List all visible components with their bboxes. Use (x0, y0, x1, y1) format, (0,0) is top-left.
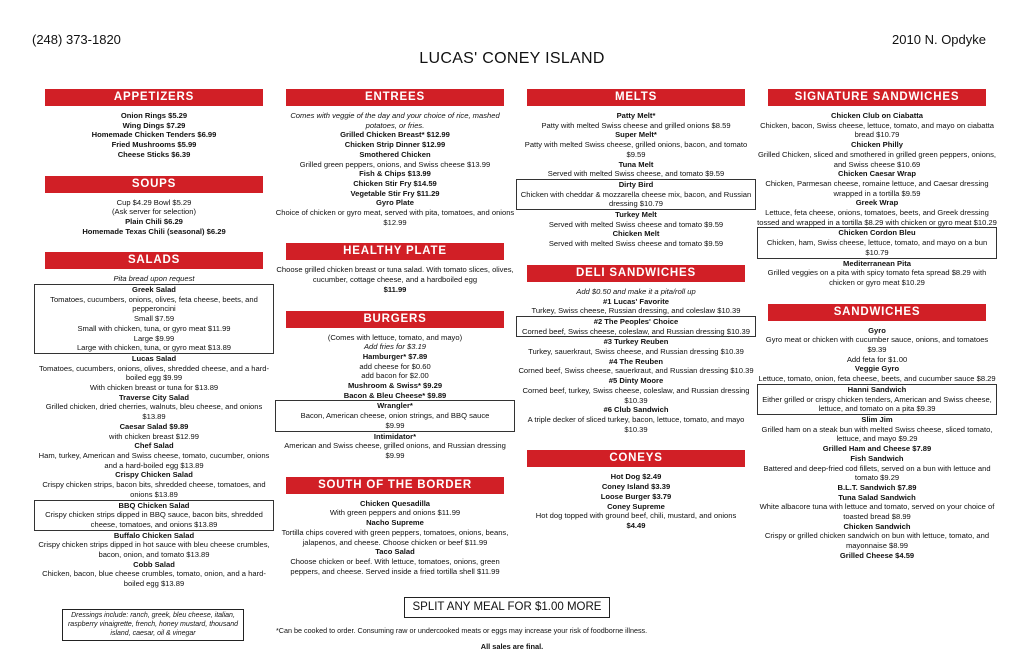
menu-item-description: Ham, turkey, American and Swiss cheese, tomato, cucumber, onions and a hard-boiled egg $13.89 (38, 450, 270, 470)
section-header: BURGERS (286, 311, 504, 328)
menu-item-name: Grilled Chicken Breast* $12.99 (340, 130, 450, 140)
menu-item-description: Large $9.99 (133, 333, 175, 343)
menu-item-description: Hot dog topped with ground beef, chili, mustard, and onions (535, 511, 737, 521)
section-header: SANDWICHES (768, 304, 986, 321)
menu-item-description: $9.99 (385, 420, 405, 430)
menu-item-description: $9.99 (385, 450, 405, 460)
menu-item-name: Homemade Chicken Tenders $6.99 (91, 130, 217, 140)
menu-section (275, 243, 515, 294)
menu-item-name: #4 The Reuben (608, 356, 663, 366)
menu-item-name: Veggie Gyro (854, 364, 900, 374)
menu-item-name: Vegetable Stir Fry $11.29 (350, 188, 440, 198)
menu-item-description: (Ask server for selection) (112, 207, 196, 217)
menu-item-description: Served with melted Swiss cheese and tomato $9.59 (548, 239, 724, 249)
menu-item-description: Patty with melted Swiss cheese and grilled onions $8.59 (541, 120, 731, 130)
menu-column-4 (757, 89, 997, 577)
menu-item-description: Chicken, ham, Swiss cheese, lettuce, tomato, and mayo on a bun $10.79 (766, 238, 988, 257)
split-meal-banner: SPLIT ANY MEAL FOR $1.00 MORE (404, 597, 610, 618)
menu-item-description: Tomatoes, cucumbers, onions, olives, shredded cheese, and a hard-boiled egg $9.99 (38, 363, 270, 383)
menu-item-name: Dirty Bird (618, 179, 654, 189)
menu-item-description: Served with melted Swiss cheese, and tomato $9.59 (547, 169, 725, 179)
section-note: Comes with veggie of the day and your choice of rice, mashed potatoes, or fries. (290, 111, 500, 130)
menu-item-name: Crispy Chicken Salad (115, 470, 193, 480)
menu-item-name: Coney Supreme (607, 501, 665, 511)
featured-item-box (757, 384, 997, 415)
menu-item-name: Chicken Club on Ciabatta (831, 111, 923, 120)
menu-section (516, 89, 756, 249)
menu-item-name: Gyro (868, 325, 886, 335)
menu-item-name: B.L.T. Sandwich $7.89 (837, 482, 917, 492)
final-sales-note: All sales are final. (480, 642, 544, 651)
menu-item-name: Chicken Caesar Wrap (838, 169, 916, 179)
menu-item-name: Wing Dings $7.29 (122, 120, 186, 130)
menu-item-name: Fish Sandwich (850, 453, 904, 463)
menu-item-description: Battered and deep-fried cod fillets, served on a bun with lettuce and tomato $9.29 (763, 463, 991, 483)
menu-item-description: Choice of chicken or gyro meat, served with pita, tomatoes, and onions $12.99 (275, 208, 515, 227)
section-header: SOUPS (45, 176, 263, 193)
menu-item-name: Chicken Philly (851, 140, 903, 150)
menu-item-description: Turkey, Swiss cheese, Russian dressing, and coleslaw $10.39 (531, 306, 741, 316)
menu-item-description: Crispy chicken strips dipped in BBQ sauce, bacon bits, shredded cheese, tomatoes, and onions $13.89 (45, 510, 263, 529)
menu-item-description: Lettuce, tomato, onion, feta cheese, beets, and cucumber sauce $8.29 (758, 374, 996, 384)
menu-item-description: Crispy chicken strips dipped in hot sauce with bleu cheese crumbles, bacon, onion, and tomato $13.89 (38, 540, 270, 560)
menu-item-description: Chicken, bacon, Swiss cheese, lettuce, tomato, and mayo on ciabatta bread $10.79 (760, 120, 994, 140)
menu-item-description: Grilled veggies on a pita with spicy tomato feta spread $8.29 with chicken or gyro meat $10.29 (767, 268, 987, 287)
menu-item-description: Chicken, bacon, blue cheese crumbles, tomato, onion, and a hard-boiled egg $13.89 (42, 569, 266, 589)
menu-section (275, 311, 515, 461)
menu-item-description: Chicken with cheddar & mozzarella cheese mix, bacon, and Russian dressing $10.79 (520, 189, 752, 209)
menu-item-name: Taco Salad (375, 547, 415, 557)
featured-item-box (275, 400, 515, 431)
menu-item-name: Greek Wrap (855, 198, 899, 208)
menu-item-description: Bacon, American cheese, onion strings, and BBQ sauce (300, 411, 490, 421)
menu-item-name: Tuna Melt (618, 159, 654, 169)
section-note: Add $0.50 and make it a pita/roll up (576, 286, 696, 296)
menu-item-description: Add feta for $1.00 (846, 354, 908, 364)
menu-item-name: Chicken Quesadilla (359, 498, 431, 508)
menu-section (275, 89, 515, 227)
section-header: CONEYS (527, 450, 745, 467)
menu-item-description: White albacore tuna with lettuce and tomato, served on your choice of toasted bread $8.99 (759, 502, 995, 522)
menu-item-description: with chicken breast $12.99 (109, 431, 199, 441)
section-header: DELI SANDWICHES (527, 265, 745, 282)
menu-item-name: Fish & Chips $13.99 (359, 169, 431, 179)
menu-item-name: #6 Club Sandwich (603, 405, 669, 415)
menu-item-name: Caesar Salad $9.89 (119, 421, 189, 431)
menu-item-name: Slim Jim (861, 414, 893, 424)
menu-section (757, 89, 997, 288)
menu-item-name: Wrangler* (377, 401, 413, 411)
menu-item-description: add bacon for $2.00 (361, 371, 429, 381)
menu-item-description: Turkey, sauerkraut, Swiss cheese, and Russian dressing $10.39 (528, 347, 744, 357)
menu-item-description: Grilled chicken, dried cherries, walnuts, bleu cheese, and onions $13.89 (45, 402, 263, 422)
menu-item-description: Tortilla chips covered with green peppers, tomatoes, onions, beans, jalapenos, and cheese. Choose chicken or beef $11.99 (281, 527, 509, 547)
phone-number: (248) 373-1820 (32, 32, 121, 47)
menu-item-description: Grilled ham on a steak bun with melted Swiss cheese, sliced tomato, lettuce, and mayo $9.29 (761, 424, 993, 444)
food-safety-disclaimer: *Can be cooked to order. Consuming raw or undercooked meats or eggs may increase your risk of foodborne illness. (276, 626, 648, 635)
menu-item-name: BBQ Chicken Salad (118, 500, 190, 510)
restaurant-title: LUCAS' CONEY ISLAND (419, 50, 605, 67)
menu-item-name: Super Melt* (615, 130, 657, 140)
menu-item-description: With green peppers and onions $11.99 (329, 508, 461, 518)
menu-section (34, 89, 274, 160)
menu-item-description: Tomatoes, cucumbers, onions, olives, feta cheese, beets, and pepperoncini (50, 294, 258, 314)
section-header: MELTS (527, 89, 745, 106)
menu-item-name: Cobb Salad (133, 559, 175, 569)
menu-item-name: Grilled Cheese $4.59 (839, 550, 915, 560)
menu-item-description: Crispy or grilled chicken sandwich on bun with lettuce, tomato, and mayonnaise $8.99 (764, 531, 990, 551)
menu-item-name: Plain Chili $6.29 (125, 216, 183, 226)
menu-item-description: Corned beef, Swiss cheese, coleslaw, and Russian dressing $10.39 (522, 326, 750, 336)
menu-item-name: Lucas Salad (131, 353, 177, 363)
dressings-note: Dressings include: ranch, greek, bleu cheese, italian, raspberry vinaigrette, french, honey mustard, thousand island, caesar, oil & vinegar (62, 609, 244, 641)
featured-item-box (516, 179, 756, 210)
menu-section (757, 304, 997, 561)
menu-item-name: Bacon & Bleu Cheese* $9.89 (343, 390, 447, 400)
menu-item-description: Crispy chicken strips, bacon bits, shredded cheese, tomatoes, and onions $13.89 (42, 480, 266, 499)
menu-item-description: Large with chicken, tuna, or gyro meat $13.89 (76, 343, 232, 353)
menu-item-description: Corned beef, turkey, Swiss cheese, coleslaw, and Russian dressing $10.39 (522, 385, 750, 405)
menu-item-description: Patty with melted Swiss cheese, grilled onions, bacon, and tomato $9.59 (524, 140, 748, 159)
menu-item-description: (Comes with lettuce, tomato, and mayo) (327, 332, 463, 342)
menu-item-name: Chicken Cordon Bleu (838, 228, 916, 238)
menu-item-name: Greek Salad (132, 285, 176, 295)
menu-item-name: Patty Melt* (616, 111, 656, 120)
menu-item-name: Coney Island $3.39 (601, 482, 671, 492)
menu-item-description: Choose grilled chicken breast or tuna salad. With tomato slices, olives, cucumber, cottage cheese, and a hardboiled egg (276, 265, 514, 285)
featured-item-box (34, 284, 274, 354)
menu-item-name: Chicken Strip Dinner $12.99 (344, 140, 446, 150)
menu-item-name: Smothered Chicken (359, 149, 431, 159)
menu-item-description: Choose chicken or beef. With lettuce, tomatoes, onions, green peppers, and cheese. Served inside a fried tortilla shell $11.99 (290, 556, 500, 576)
menu-item-name: Chicken Melt (612, 229, 660, 239)
menu-item-description: Either grilled or crispy chicken tenders, American and Swiss cheese, lettuce, and tomato on a pita $9.39 (762, 394, 992, 414)
menu-item-description: American and Swiss cheese, grilled onions, and Russian dressing (284, 441, 506, 451)
menu-item-description: With chicken breast or tuna for $13.89 (89, 383, 219, 393)
section-header: APPETIZERS (45, 89, 263, 106)
menu-item-name: Tuna Salad Sandwich (838, 492, 916, 502)
menu-item-name: Mushroom & Swiss* $9.29 (347, 381, 443, 391)
menu-item-description: Small $7.59 (133, 314, 175, 324)
menu-item-name: Nacho Supreme (366, 518, 424, 528)
menu-item-description: Served with melted Swiss cheese and tomato $9.59 (548, 219, 724, 229)
menu-item-name: Cheese Sticks $6.39 (117, 149, 191, 159)
menu-item-name: Grilled Ham and Cheese $7.89 (822, 444, 932, 454)
address: 2010 N. Opdyke (892, 32, 986, 47)
section-header: HEALTHY PLATE (286, 243, 504, 260)
section-header: SIGNATURE SANDWICHES (768, 89, 986, 106)
menu-item-description: Grilled Chicken, sliced and smothered in grilled green peppers, onions, and Swiss cheese $10.69 (757, 149, 997, 169)
menu-item-name: Hamburger* $7.89 (362, 351, 428, 361)
menu-item-name: #1 Lucas' Favorite (603, 296, 669, 306)
menu-column-1 (34, 89, 274, 605)
featured-item-box (757, 227, 997, 258)
menu-column-3 (516, 89, 756, 547)
menu-item-name: Buffalo Chicken Salad (113, 530, 195, 540)
menu-item-description: add cheese for $0.60 (359, 361, 431, 371)
menu-section (516, 265, 756, 435)
menu-item-name: Chicken Sandwich (843, 521, 911, 531)
featured-item-box (516, 316, 756, 337)
menu-section (275, 477, 515, 577)
menu-item-name: Intimidator* (373, 431, 417, 441)
menu-item-name: Gyro Plate (376, 198, 414, 208)
menu-item-description: Small with chicken, tuna, or gyro meat $11.99 (77, 323, 231, 333)
section-note: Add fries for $3.19 (363, 342, 427, 352)
menu-item-description: Grilled green peppers, onions, and Swiss cheese $13.99 (299, 159, 491, 169)
menu-item-name: Traverse City Salad (118, 392, 190, 402)
menu-item-name: $4.49 (626, 520, 646, 530)
menu-item-name: Chicken Stir Fry $14.59 (353, 178, 437, 188)
menu-item-description: Cup $4.29 Bowl $5.29 (116, 197, 192, 207)
menu-item-name: Mediterranean Pita (843, 258, 911, 268)
menu-item-name: Turkey Melt (615, 210, 657, 220)
menu-item-description: Chicken, Parmesan cheese, romaine lettuce, and Caesar dressing wrapped in a tortilla $9.59 (765, 178, 989, 198)
menu-item-description: Lettuce, feta cheese, onions, tomatoes, beets, and Greek dressing tossed and wrapped in a tortilla $8.29 with chicken or gyro meat $10.29 (757, 208, 997, 227)
section-header: SOUTH OF THE BORDER (286, 477, 504, 494)
menu-section (516, 450, 756, 530)
menu-item-name: #5 Dinty Moore (608, 376, 664, 386)
menu-item-description: Gyro meat or chicken with cucumber sauce, onions, and tomatoes $9.39 (765, 335, 989, 355)
menu-item-name: Onion Rings $5.29 (120, 111, 188, 120)
section-header: SALADS (45, 252, 263, 269)
menu-item-name: Homemade Texas Chili (seasonal) $6.29 (82, 226, 226, 236)
menu-item-name: Loose Burger $3.79 (600, 491, 672, 501)
menu-item-name: Fried Mushrooms $5.99 (111, 140, 197, 150)
menu-column-2 (275, 89, 515, 592)
menu-section (34, 252, 274, 589)
menu-section (34, 176, 274, 237)
menu-item-name: Chef Salad (134, 441, 174, 451)
section-note: Pita bread upon request (113, 274, 195, 284)
menu-item-name: $11.99 (383, 284, 407, 294)
menu-item-description: Corned beef, Swiss cheese, sauerkraut, and Russian dressing $10.39 (518, 366, 754, 376)
menu-item-name: #3 Turkey Reuben (603, 337, 669, 347)
section-header: ENTREES (286, 89, 504, 106)
menu-item-name: Hanni Sandwich (847, 384, 907, 394)
featured-item-box (34, 500, 274, 531)
menu-item-description: A triple decker of sliced turkey, bacon, lettuce, tomato, and mayo $10.39 (527, 414, 745, 434)
menu-item-name: Hot Dog $2.49 (610, 472, 662, 482)
menu-item-name: #2 The Peoples' Choice (593, 316, 679, 326)
